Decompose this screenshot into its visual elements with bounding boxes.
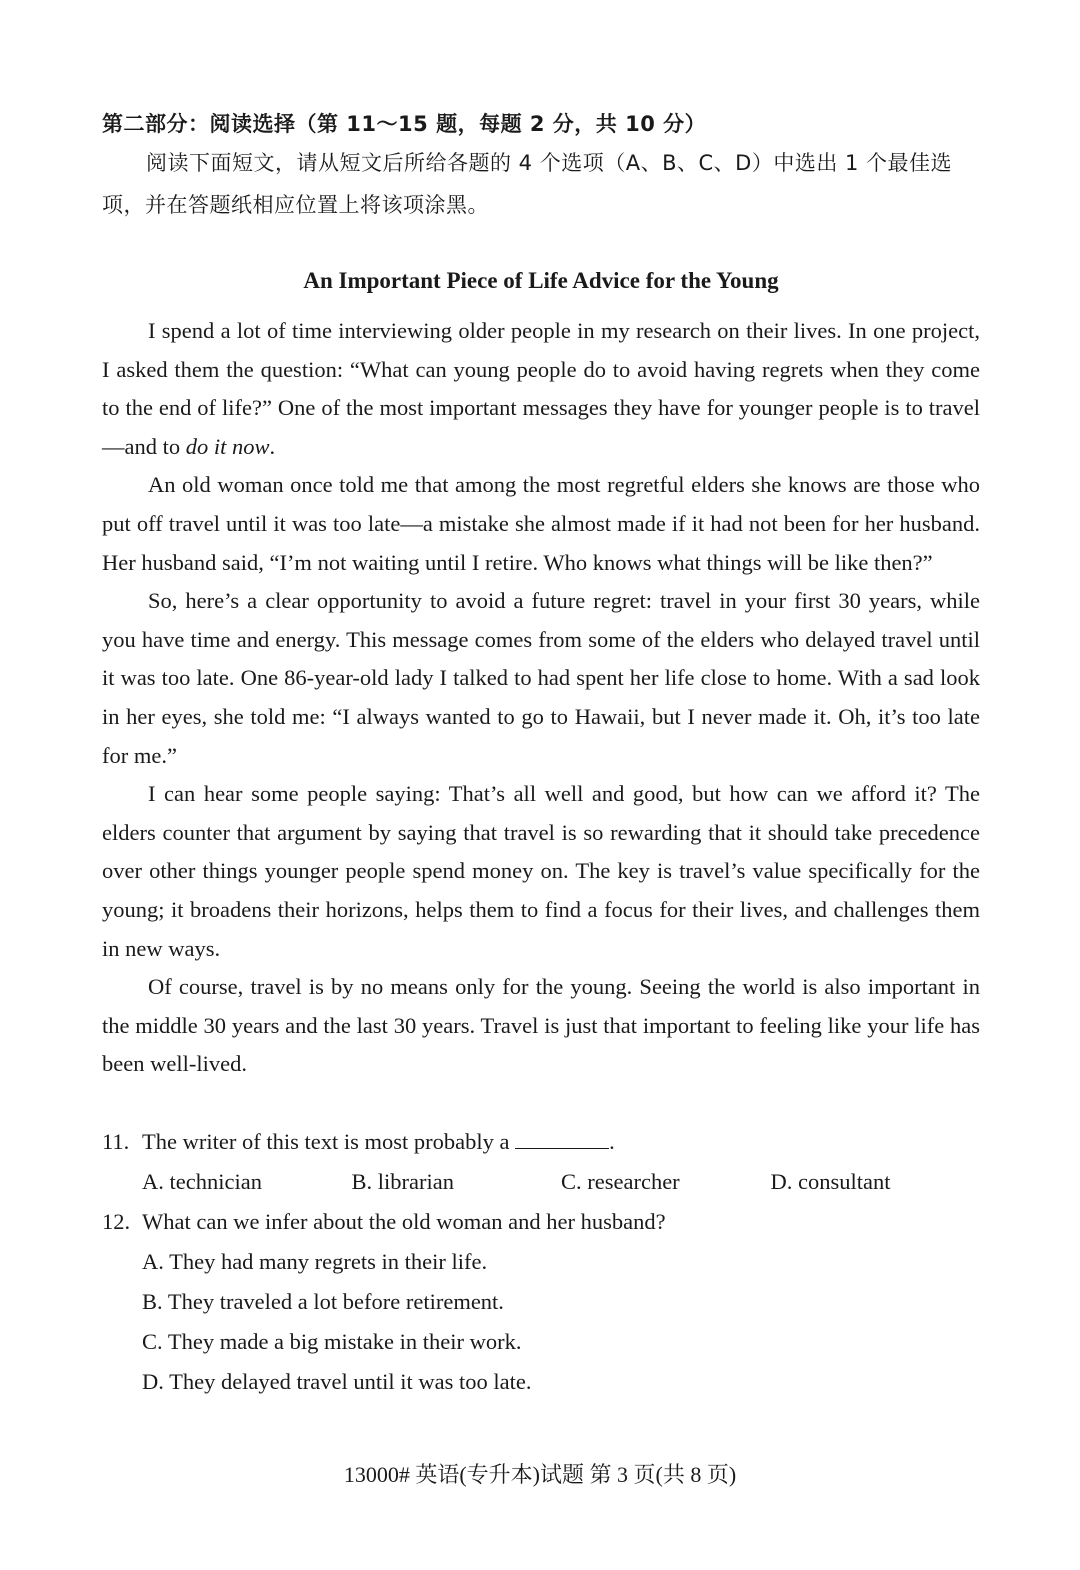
question-stem [102,1202,980,1242]
passage-paragraph: Of course, travel is by no means only for the young. Seeing the world is also important in the middle 30 years and the last 30 years. Travel is just that important to feeling like your life has been well-lived. [102,974,980,1077]
passage-paragraph: So, here’s a clear opportunity to avoid a future regret: travel in your first 30 years, while you have time and energy. This message comes from some of the elders who delayed travel until it was too late. One 86-year-old lady I talked to had spent her life close to home. With a sad look in her eyes, she told me: “I always wanted to go to Hawaii, but I never made it. Oh, it’s too late for me.” [102,588,980,768]
option-c[interactable]: C. researcher [561,1168,680,1194]
option-d[interactable]: D. They delayed travel until it was too late. [142,1368,532,1394]
question-text-end: . [609,1128,615,1154]
exam-page [102,106,980,1402]
question-number: 11. [102,1128,130,1154]
page-footer: 13000# 英语(专升本)试题 第 3 页(共 8 页) [343,1462,737,1487]
question-stem [102,1122,980,1162]
paragraph-text: I spend a lot of time interviewing older people in my research on their lives. In one project, I asked them the question: “What can young people do to avoid having regrets when they come to the end of life?” One of the most important messages they have for younger people is to travel—and to [102,318,980,459]
answer-blank [515,1128,609,1149]
option-c[interactable]: C. They made a big mistake in their work. [142,1328,522,1354]
option-a[interactable]: A. technician [142,1168,262,1194]
question-list [102,1122,980,1402]
passage-paragraph [102,312,980,466]
question-12 [102,1202,980,1402]
option-a[interactable]: A. They had many regrets in their life. [142,1248,488,1274]
section-heading: 第二部分：阅读选择（第 11～15 题，每题 2 分，共 10 分） [102,112,707,136]
question-text: The writer of this text is most probably a [142,1128,510,1154]
passage-paragraph: An old woman once told me that among the most regretful elders she knows are those who put off travel until it was too late—a mistake she almost made if it had not been for her husband. Her husband said, “I’m not waiting until I retire. Who knows what things will be like then?” [102,472,980,575]
section-instructions: 阅读下面短文，请从短文后所给各题的 4 个选项（A、B、C、D）中选出 1 个最佳选项，并在答题纸相应位置上将该项涂黑。 [102,151,953,217]
question-number: 12. [102,1208,131,1234]
option-b[interactable]: B. librarian [351,1168,454,1194]
italic-emphasis: do it now [185,433,270,459]
paragraph-end: . [269,433,276,459]
question-text: What can we infer about the old woman and her husband? [142,1208,666,1234]
option-b[interactable]: B. They traveled a lot before retirement. [142,1288,504,1314]
option-d[interactable]: D. consultant [770,1168,891,1194]
passage-title: An Important Piece of Life Advice for the Young [303,268,779,293]
passage-paragraph: I can hear some people saying: That’s all well and good, but how can we afford it? The elders counter that argument by saying that travel is so rewarding that it should take precedence over other things younger people spend money on. The key is travel’s value specifically for the young; it broadens their horizons, helps them to find a focus for their lives, and challenges them in new ways. [102,781,980,961]
question-11 [102,1122,980,1202]
answer-options [102,1162,980,1202]
passage-body [102,312,980,1084]
